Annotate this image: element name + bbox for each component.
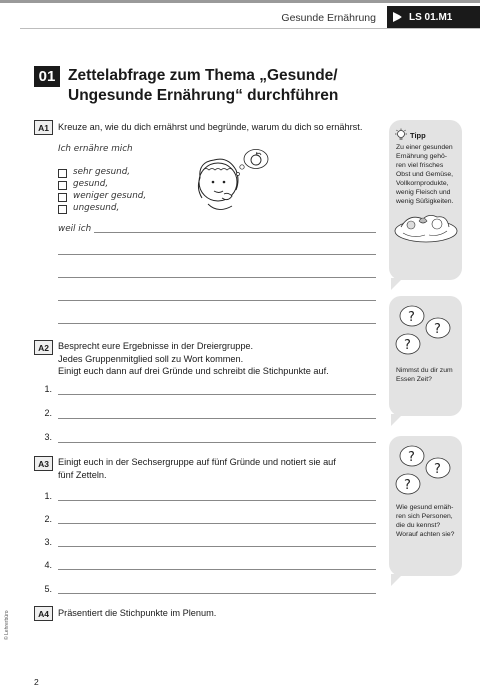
svg-text:?: ? [434, 462, 441, 477]
a3-instruction [58, 456, 378, 481]
girl-thinking-illustration [194, 148, 274, 218]
arrow-mark-icon [387, 6, 409, 28]
tip-line: Obst und Gemüse, [396, 171, 454, 178]
a3-line: fünf Zetteln. [58, 469, 107, 480]
answer-line[interactable] [58, 569, 376, 570]
tip-line: wenig Fleisch und [396, 189, 451, 196]
question-panel-2-tail [391, 574, 403, 586]
option-label: weniger gesund, [73, 191, 147, 201]
header-code: LS 01.M1 [409, 11, 453, 23]
tip-line: Zu einer gesunden [396, 144, 453, 151]
answer-line[interactable] [58, 277, 376, 278]
page-number: 2 [34, 677, 39, 687]
answer-line[interactable] [94, 232, 376, 233]
answer-line[interactable] [58, 593, 376, 594]
question-line: Wie gesund ernäh- [396, 504, 454, 511]
line-number: 3. [44, 432, 52, 442]
svg-text:?: ? [408, 310, 415, 325]
svg-text:?: ? [408, 450, 415, 465]
question-line: ren sich Personen, [396, 513, 453, 520]
tip-title: Tipp [410, 131, 426, 140]
question-panel-1-tail [391, 414, 403, 426]
section-number: 01 [34, 66, 60, 87]
svg-text:?: ? [404, 338, 411, 353]
a2-line: Jedes Gruppenmitglied soll zu Wort kommen. [58, 353, 244, 364]
answer-line[interactable] [58, 394, 376, 395]
checkbox-weniger-gesund[interactable] [58, 193, 67, 202]
answer-line[interactable] [58, 523, 376, 524]
header-code-badge [387, 6, 480, 28]
question-2-text [396, 503, 460, 539]
question-bubbles-icon [392, 300, 460, 362]
question-line: Worauf achten sie? [396, 531, 455, 538]
answer-line[interactable] [58, 442, 376, 443]
option-label: ungesund, [73, 203, 120, 213]
line-number: 2. [44, 408, 52, 418]
a2-line: Besprecht eure Ergebnisse in der Dreiergruppe. [58, 341, 254, 351]
a1-instruction: Kreuze an, wie du dich ernährst und begründe, warum du dich so ernährst. [58, 122, 363, 132]
header-divider [20, 28, 480, 29]
question-line: Essen Zeit? [396, 376, 432, 383]
task-label-a4: A4 [34, 606, 53, 621]
tip-line: ren viel frisches [396, 162, 444, 169]
line-number: 1. [44, 384, 52, 394]
line-number: 2. [44, 514, 52, 524]
copyright-note: © Lehrerbüro [4, 610, 10, 640]
answer-line[interactable] [58, 323, 376, 324]
task-label-a2: A2 [34, 340, 53, 355]
line-number: 1. [44, 491, 52, 501]
task-label-a3: A3 [34, 456, 53, 471]
a2-line: Einigt euch dann auf drei Gründe und schreibt die Stichpunkte auf. [58, 366, 329, 376]
question-line: die du kennst? [396, 522, 441, 529]
question-bubbles-icon [392, 440, 460, 502]
a4-instruction: Präsentiert die Stichpunkte im Plenum. [58, 608, 217, 618]
checkbox-gesund[interactable] [58, 181, 67, 190]
lightbulb-icon [394, 128, 408, 142]
answer-line[interactable] [58, 254, 376, 255]
a3-line: Einigt euch in der Sechsergruppe auf fünf Gründe und notiert sie auf [58, 457, 336, 467]
top-border [0, 0, 480, 3]
svg-text:?: ? [404, 478, 411, 493]
answer-line[interactable] [58, 418, 376, 419]
tip-line: wenig Süßigkeiten. [396, 198, 454, 205]
a1-because: weil ich [58, 224, 92, 234]
tip-text [396, 143, 460, 206]
a1-prompt: Ich ernähre mich [58, 144, 133, 154]
option-label: gesund, [73, 179, 109, 189]
question-1-text [396, 366, 460, 384]
task-label-a1: A1 [34, 120, 53, 135]
svg-text:?: ? [434, 322, 441, 337]
page-title: Zettelabfrage zum Thema „Gesunde/ Ungesunde Ernährung“ durchführen [68, 67, 339, 104]
answer-line[interactable] [58, 546, 376, 547]
option-label: sehr gesund, [73, 167, 131, 177]
checkbox-ungesund[interactable] [58, 205, 67, 214]
tip-line: Ernährung gehö- [396, 153, 448, 160]
line-number: 4. [44, 560, 52, 570]
healthy-food-plate-illustration [393, 207, 459, 245]
tip-panel-tail [391, 278, 403, 290]
answer-line[interactable] [58, 300, 376, 301]
checkbox-sehr-gesund[interactable] [58, 169, 67, 178]
line-number: 5. [44, 584, 52, 594]
header-topic: Gesunde Ernährung [281, 12, 376, 24]
question-line: Nimmst du dir zum [396, 367, 453, 374]
line-number: 3. [44, 537, 52, 547]
a2-instruction [58, 340, 378, 378]
answer-line[interactable] [58, 500, 376, 501]
tip-line: Vollkornprodukte, [396, 180, 449, 187]
